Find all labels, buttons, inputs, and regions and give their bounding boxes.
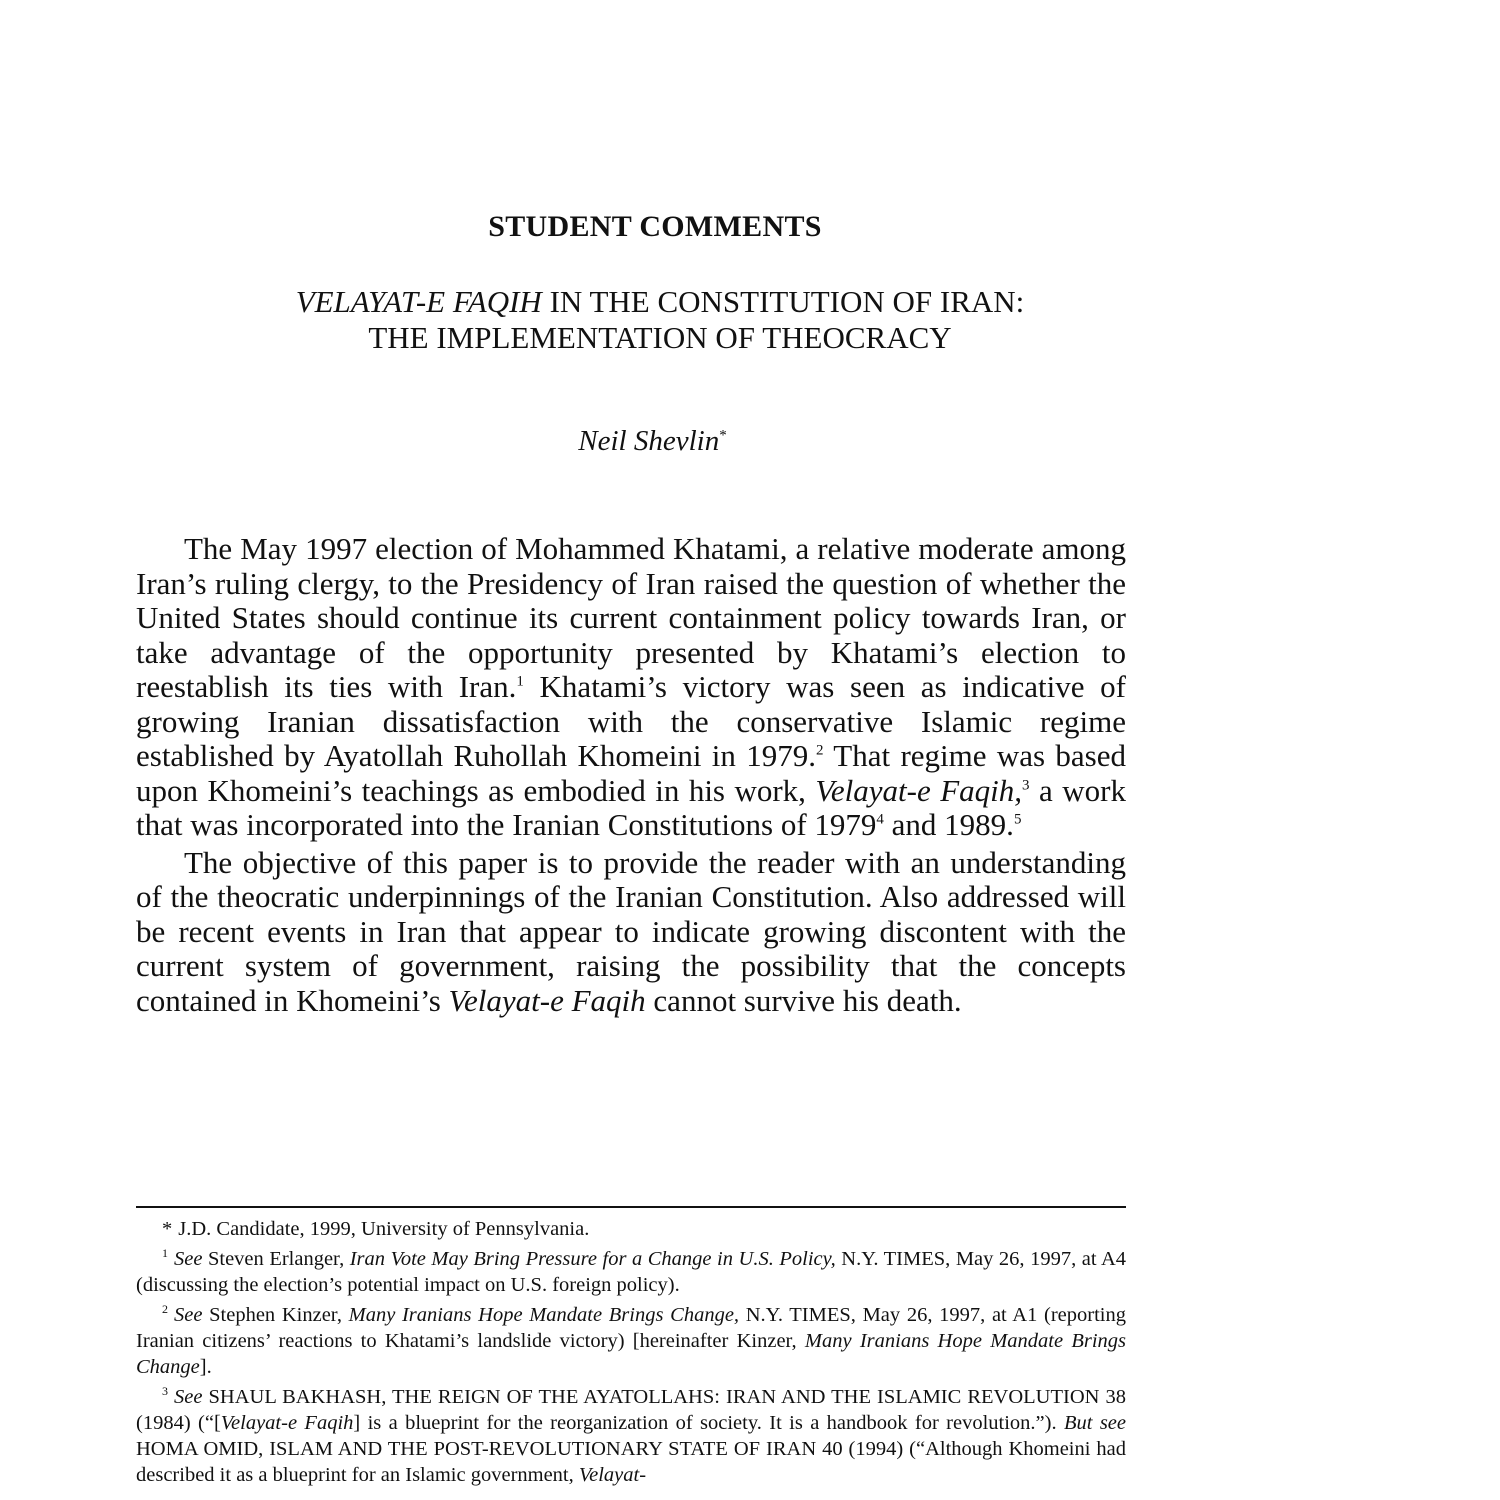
- paragraph-1: [136, 532, 1126, 843]
- footnote-3-number: 3: [162, 1384, 168, 1399]
- title-line-1-rest: IN THE CONSTITUTION OF IRAN:: [541, 284, 1025, 319]
- p1-italic-title: Velayat-e Faqih,: [815, 772, 1023, 808]
- footnote-3-italic: Velayat-e Faqih: [220, 1412, 354, 1434]
- footnote-3-signal: See: [174, 1386, 203, 1408]
- footnote-ref-3: 3: [1022, 777, 1030, 794]
- author-byline: [0, 425, 1305, 458]
- footnote-3-text-b: ] is a blueprint for the reorganization of society. It is a handbook for revolution.”).: [353, 1412, 1064, 1434]
- p2-italic-title: Velayat-e Faqih: [448, 982, 646, 1018]
- footnote-2-text-b: N.Y. TIMES, May 26, 1997, at A1 (reporting Iranian citizens’ reactions to Khatami’s landslide victory) [hereinafter Kinzer,: [136, 1304, 1126, 1352]
- footnote-2-number: 2: [162, 1302, 168, 1317]
- footnote-3-italic-2: Velayat-: [578, 1464, 647, 1486]
- article-title: [0, 284, 1320, 356]
- body-text: [136, 532, 1126, 1018]
- footnote-star-mark: *: [162, 1218, 173, 1240]
- p1-text-e: and 1989.: [883, 807, 1014, 842]
- footnote-2-text-c: ].: [199, 1356, 212, 1378]
- footnote-3: [136, 1384, 1126, 1488]
- footnotes: [136, 1216, 1126, 1492]
- footnote-3-text-c: HOMA OMID, ISLAM AND THE POST-REVOLUTIONARY STATE OF IRAN 40 (1994) (“Although Khomeini had described it as a blueprint for an Islamic government,: [136, 1438, 1126, 1486]
- p1-text-d: a work that was incorporated into the Iranian Constitutions of 1979: [136, 772, 1126, 842]
- footnote-ref-1: 1: [516, 673, 524, 690]
- footnote-1-number: 1: [162, 1246, 168, 1261]
- footnote-star: [136, 1216, 1126, 1242]
- p2-text-a: The objective of this paper is to provide the reader with an understanding of the theocratic underpinnings of the Iranian Constitution. Also addressed will be recent events in Iran that appear to indicate growing discontent with the current system of government, raising the possibility that the concepts contained in Khomeini’s: [136, 844, 1126, 1018]
- footnote-1-text-b: N.Y. TIMES, May 26, 1997, at A4 (discussing the election’s potential impact on U.S. foreign policy).: [136, 1248, 1127, 1296]
- p1-text-b: Khatami’s victory was seen as indicative of growing Iranian dissatisfaction with the conservative Islamic regime established by Ayatollah Ruhollah Khomeini in 1979.: [136, 669, 1126, 773]
- footnote-1-text-a: Steven Erlanger,: [202, 1248, 350, 1270]
- title-italic: VELAYAT-E FAQIH: [295, 284, 542, 319]
- footnote-ref-5: 5: [1013, 811, 1022, 828]
- footnote-2-text-a: Stephen Kinzer,: [202, 1304, 349, 1326]
- footnote-star-text: J.D. Candidate, 1999, University of Pennsylvania.: [178, 1218, 590, 1240]
- footnote-3-text-a: SHAUL BAKHASH, THE REIGN OF THE AYATOLLAHS: IRAN AND THE ISLAMIC REVOLUTION 38 (1984) (“[: [136, 1386, 1126, 1434]
- title-line-2: THE IMPLEMENTATION OF THEOCRACY: [368, 320, 952, 355]
- section-heading: STUDENT COMMENTS: [488, 210, 822, 243]
- footnote-divider: [136, 1206, 1126, 1208]
- footnote-3-signal-2: But see: [1063, 1412, 1127, 1434]
- footnote-2-italic-2: Many Iranians Hope Mandate Brings Change: [136, 1330, 1126, 1378]
- paragraph-2: [136, 846, 1126, 1019]
- footnote-1: [136, 1246, 1126, 1298]
- footnote-1-italic: Iran Vote May Bring Pressure for a Change in U.S. Policy,: [349, 1248, 836, 1270]
- title-line-1: [0, 284, 1320, 320]
- footnote-2-signal: See: [174, 1304, 203, 1326]
- footnote-ref-4: 4: [876, 811, 884, 828]
- p2-text-b: cannot survive his death.: [645, 982, 962, 1018]
- footnote-ref-2: 2: [816, 742, 824, 759]
- p1-text-c: That regime was based upon Khomeini’s teachings as embodied in his work,: [136, 738, 1126, 808]
- footnote-2-italic: Many Iranians Hope Mandate Brings Change,: [348, 1304, 740, 1326]
- author-footnote-mark: *: [719, 427, 727, 444]
- p1-text-a: The May 1997 election of Mohammed Khatami, a relative moderate among Iran’s ruling clergy, to the Presidency of Iran raised the question of whether the United States should continue its current containment policy towards Iran, or take advantage of the opportunity presented by Khatami’s election to reestablish its ties with Iran.: [136, 531, 1126, 704]
- footnote-2: [136, 1302, 1126, 1380]
- footnote-1-signal: See: [174, 1248, 203, 1270]
- author-name: Neil Shevlin: [578, 425, 720, 457]
